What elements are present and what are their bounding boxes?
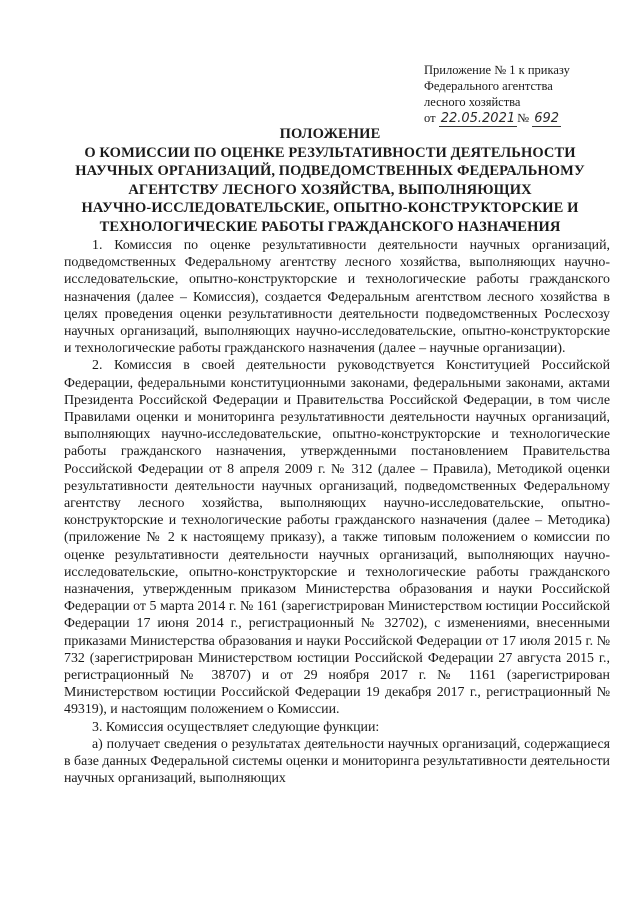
paragraph-1: 1. Комиссия по оценке результативности деятельности научных организаций, подведомственных Федеральному агентству лесного хозяйства, выполняющих научно-исследовательские, опытно-конструкторские и технологические работы гражданского назначения (далее – Комиссия), создается Федеральным агентством лесного хозяйства в целях проведения оценки результативности деятельности подведомственных Рослесхозу научных организаций, выполняющих научно-исследовательские, опытно-конструкторские и технологические работы гражданского назначения (далее – научные организации).	[64, 238, 610, 357]
title-line: НАУЧНО-ИССЛЕДОВАТЕЛЬСКИЕ, ОПЫТНО-КОНСТРУКТОРСКИЕ И	[81, 200, 579, 216]
paragraph-2: 2. Комиссия в своей деятельности руководствуется Конституцией Российской Федерации, федеральными конституционными законами, федеральными законами, актами Президента Российской Федерации и Правительства Российской Федерации, в том числе Правилами оценки и мониторинга результативности деятельности научных организаций, выполняющих научно-исследовательские, опытно-конструкторские и технологические работы гражданского назначения, утвержденными постановлением Правительства Российской Федерации от 8 апреля 2009 г. № 312 (далее – Правила), Методикой оценки результативности деятельности научных организаций, подведомственных Федеральному агентству лесного хозяйства, выполняющих научно-исследовательские, опытно-конструкторские и технологические работы гражданского назначения (далее – Методика) (приложение № 2 к настоящему приказу), а также типовым положением о комиссии по оценке результативности деятельности научных организаций, выполняющих научно-исследовательские, опытно-конструкторские и технологические работы гражданского назначения, утвержденным приказом Министерства образования и науки Российской Федерации от 5 марта 2014 г. № 161 (зарегистрирован Министерством юстиции Российской Федерации 17 июня 2014 г., регистрационный № 32702), с изменениями, внесенными приказами Министерства образования и науки Российской Федерации от 17 июля 2015 г. № 732 (зарегистрирован Министерством юстиции Российской Федерации 27 августа 2015 г., регистрационный № 38707) и от 29 ноября 2017 г. № 1161 (зарегистрирован Министерством юстиции Российской Федерации 19 декабря 2017 г., регистрационный № 49319), и настоящим положением о Комиссии.	[64, 358, 610, 718]
paragraph-3: 3. Комиссия осуществляет следующие функции:	[92, 719, 380, 735]
paragraph-4: а) получает сведения о результатах деятельности научных организаций, содержащиеся в базе данных Федеральной системы оценки и мониторинга результативности деятельности научных организаций, выполняющих	[64, 736, 610, 787]
title-line: АГЕНТСТВУ ЛЕСНОГО ХОЗЯЙСТВА, ВЫПОЛНЯЮЩИХ	[128, 181, 532, 198]
title-line: ТЕХНОЛОГИЧЕСКИЕ РАБОТЫ ГРАЖДАНСКОГО НАЗНАЧЕНИЯ	[99, 218, 561, 235]
document-body	[64, 237, 610, 788]
handwritten-date: 22.05.2021	[440, 111, 516, 126]
document-title	[70, 125, 590, 236]
appendix-line: Федерального агентства	[424, 79, 553, 93]
appendix-header	[424, 62, 624, 127]
appendix-line: Приложение № 1 к приказу	[424, 63, 570, 77]
title-line: О КОМИССИИ ПО ОЦЕНКЕ РЕЗУЛЬТАТИВНОСТИ ДЕЯТЕЛЬНОСТИ	[84, 144, 576, 161]
appendix-line: лесного хозяйства	[424, 95, 521, 109]
date-prefix: от	[424, 111, 436, 125]
number-prefix: №	[517, 111, 530, 125]
title-line: НАУЧНЫХ ОРГАНИЗАЦИЙ, ПОДВЕДОМСТВЕННЫХ ФЕДЕРАЛЬНОМУ	[75, 163, 585, 179]
handwritten-number: 692	[534, 111, 560, 126]
title-line: ПОЛОЖЕНИЕ	[279, 126, 381, 142]
